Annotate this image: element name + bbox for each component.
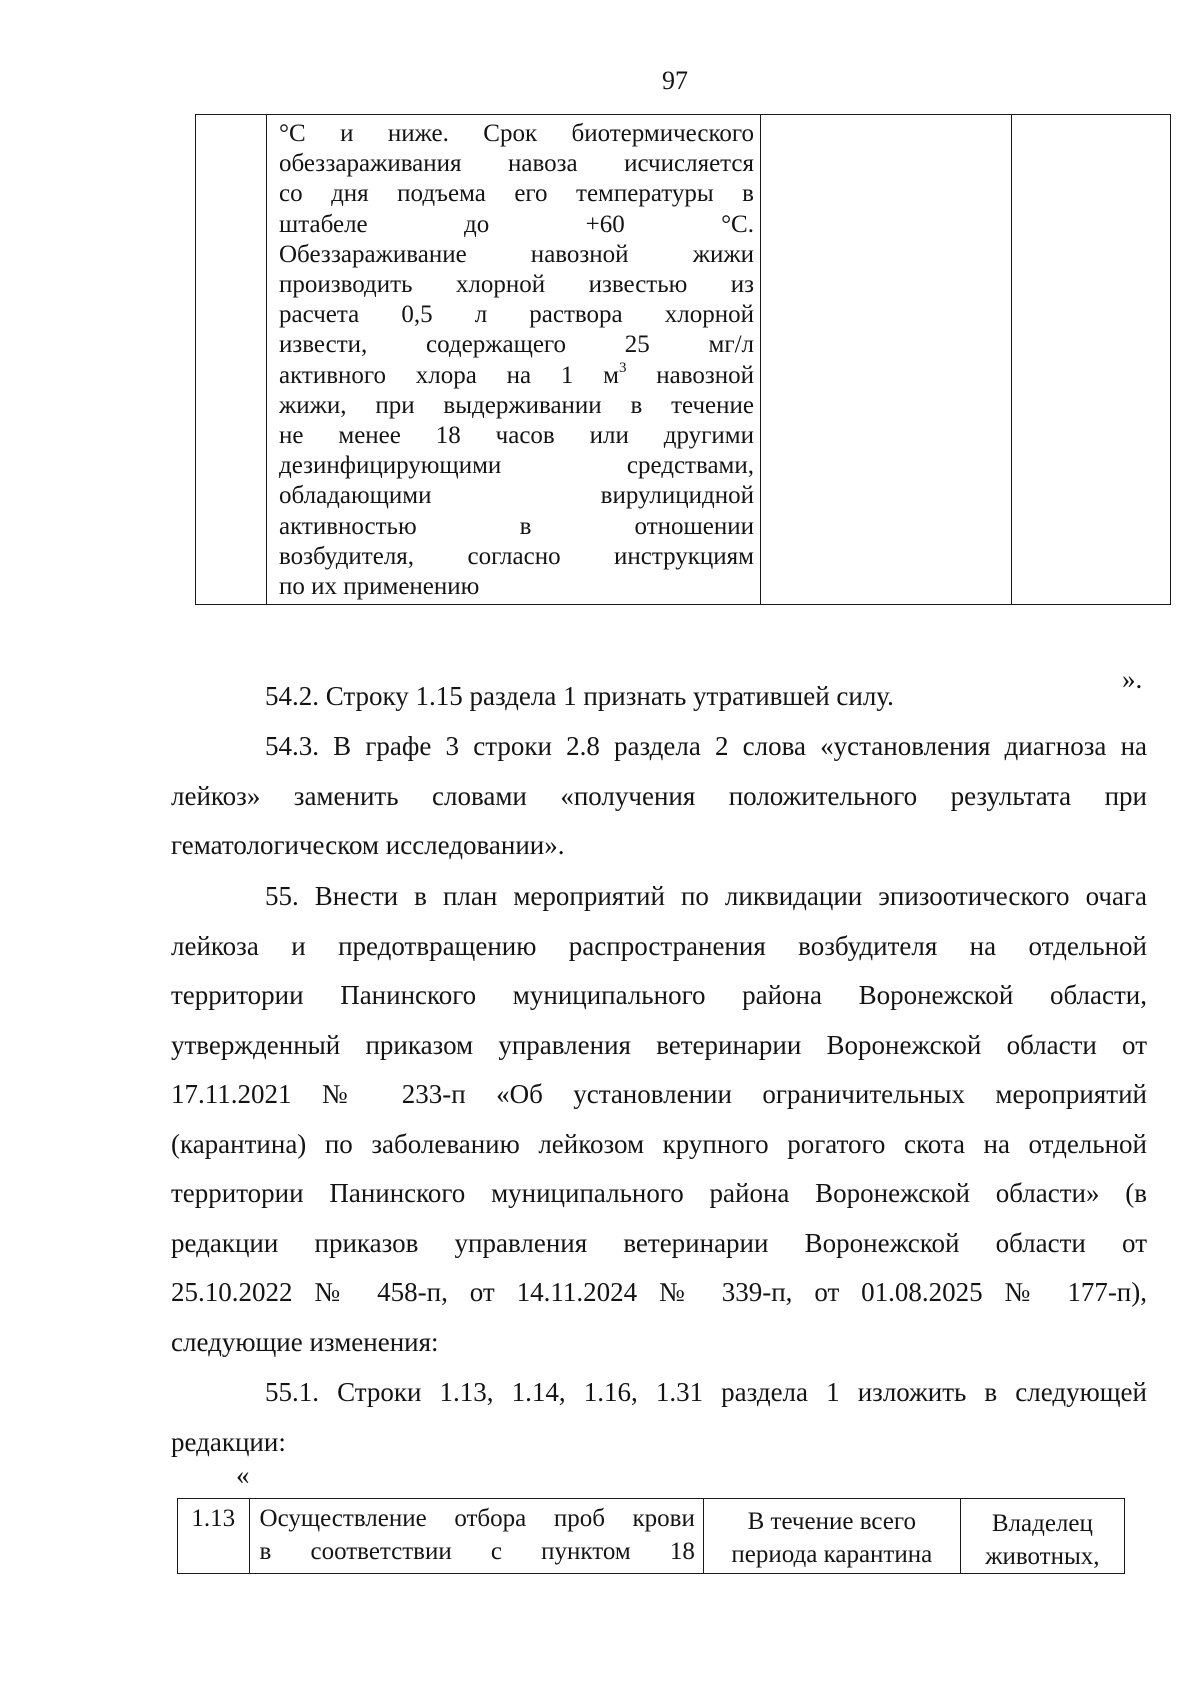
cell-line: жижи, при выдерживании в течение	[279, 391, 754, 419]
term-cell	[703, 1499, 960, 1574]
cell-line: по их применению	[279, 573, 480, 601]
superscript-3: 3	[618, 359, 627, 376]
cell-line: возбудителя, согласно инструкциям	[279, 542, 754, 570]
paragraph-line: территории Панинского муниципального района Воронежской области» (в	[171, 1178, 1147, 1208]
paragraph-line: (карантина) по заболеванию лейкозом крупного рогатого скота на отдельной	[171, 1128, 1147, 1159]
cell-line: извести, содержащего 25 мг/л	[279, 331, 754, 359]
opening-quote: «	[236, 1460, 250, 1490]
row-number-cell: 1.13	[178, 1499, 250, 1574]
measure-cell	[267, 115, 761, 605]
cell-line: °С и ниже. Срок биотермического	[279, 120, 754, 147]
cell-line: не менее 18 часов или другими	[279, 422, 754, 450]
cell-line: животных,	[985, 1543, 1100, 1570]
cell-line: периода карантина	[731, 1541, 933, 1568]
closing-quote: ».	[1122, 664, 1143, 694]
cell-line: Обеззараживание навозной жижи	[279, 240, 754, 268]
paragraph-line: 54.2. Строку 1.15 раздела 1 признать утратившей силу.	[265, 681, 894, 711]
term-cell	[761, 115, 1012, 605]
responsible-cell	[960, 1499, 1124, 1574]
cell-line: обладающими вирулицидной	[279, 482, 754, 510]
new-rows-table	[177, 1498, 1125, 1574]
paragraph-line: 55. Внести в план мероприятий по ликвидации эпизоотического очага	[265, 881, 1147, 911]
cell-line: Осуществление отбора проб крови	[259, 1505, 695, 1532]
cell-line-part: активного хлора на 1 м	[279, 361, 619, 389]
table-row	[196, 115, 1171, 605]
paragraph-line: 55.1. Строки 1.13, 1.14, 1.16, 1.31 раздела 1 изложить в следующей	[265, 1377, 1147, 1407]
paragraph-55-1	[171, 1368, 1147, 1467]
table-row	[178, 1499, 1125, 1574]
cell-line: обеззараживания навоза исчисляется	[279, 150, 754, 178]
paragraph-line: 54.3. В графе 3 строки 2.8 раздела 2 слова «установления диагноза на	[265, 731, 1147, 761]
paragraph-line: гематологическом исследовании».	[171, 830, 565, 860]
cell-line: производить хлорной известью из	[279, 271, 754, 299]
paragraph-54-2	[171, 672, 1147, 722]
number-cell	[196, 115, 267, 605]
paragraph-line: 17.11.2021 № 233-п «Об установлении ограничительных мероприятий	[171, 1079, 1147, 1109]
cell-line: активностью в отношении	[279, 512, 754, 540]
cell-line: дезинфицирующими средствами,	[279, 452, 754, 480]
paragraph-line: 25.10.2022 № 458-п, от 14.11.2024 № 339-п, от 01.08.2025 № 177-п),	[171, 1277, 1147, 1307]
cell-line: расчета 0,5 л раствора хлорной	[279, 301, 754, 329]
paragraph-line: редакции:	[171, 1426, 286, 1457]
cell-line: со дня подъема его температуры в	[279, 180, 754, 208]
cell-line: Владелец	[991, 1510, 1093, 1537]
continuation-table	[195, 114, 1171, 605]
paragraph-line: утвержденный приказом управления ветеринарии Воронежской области от	[171, 1029, 1147, 1060]
paragraph-55	[171, 872, 1147, 1367]
cell-line: в соответствии с пунктом 18	[259, 1538, 695, 1565]
measure-cell	[249, 1499, 703, 1574]
responsible-cell	[1012, 115, 1171, 605]
paragraph-line: следующие изменения:	[171, 1326, 439, 1357]
paragraph-line: территории Панинского муниципального района Воронежской области,	[171, 980, 1147, 1010]
paragraph-line: лейкоз» заменить словами «получения положительного результата при	[171, 780, 1147, 811]
cell-line-part: навозной	[626, 361, 754, 389]
cell-line-with-superscript	[279, 361, 754, 391]
paragraph-line: редакции приказов управления ветеринарии Воронежской области от	[171, 1227, 1147, 1258]
page-number: 97	[662, 66, 688, 95]
paragraph-line: лейкоза и предотвращению распространения возбудителя на отдельной	[171, 930, 1147, 961]
paragraph-54-3	[171, 722, 1147, 871]
cell-line: штабеле до +60 °С.	[279, 210, 754, 238]
cell-line: В течение всего	[747, 1508, 916, 1535]
